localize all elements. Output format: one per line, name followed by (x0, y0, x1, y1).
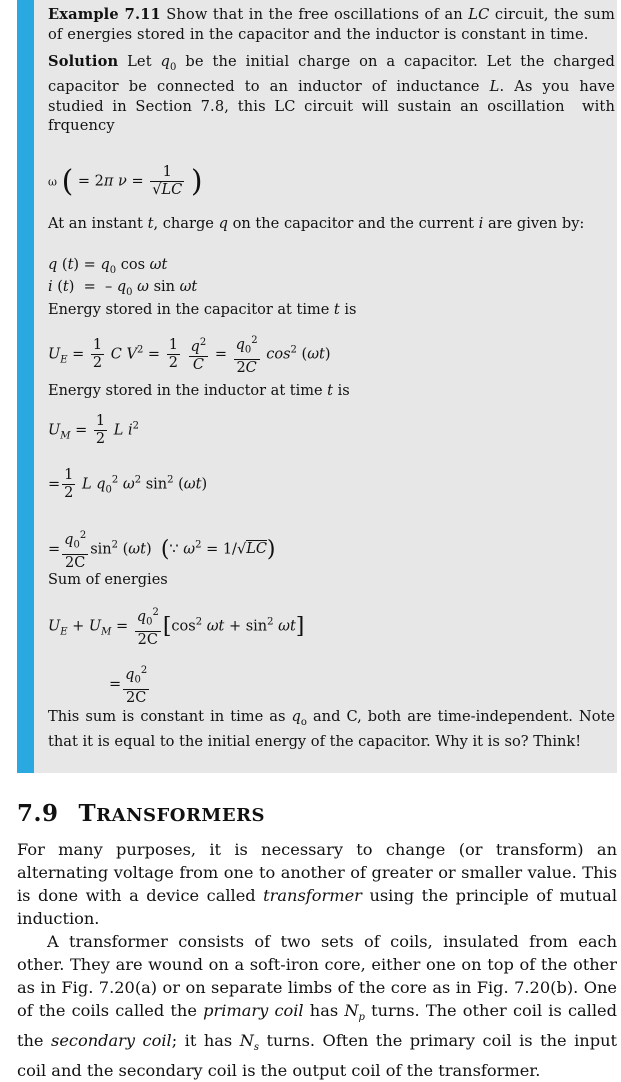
paragraph-1: For many purposes, it is necessary to change (or transform) an alternating voltage from one to another of greater or smaller value. This is done with a device called transformer using the principle of mutual induction. (17, 840, 617, 928)
instant-text: At an instant t, charge q on the capacitor and the current i are given by: (48, 215, 585, 232)
example-content (48, 5, 615, 136)
q-equation: q $(t) = q_0$ cos ωt (48, 257, 168, 276)
sum-equation-2: = $\frac{q_0^2}{2C}$ (109, 662, 151, 707)
ue-equation: $U_E$ = $\frac{1}{2}$ C $V^2$ = $\frac{1}{2}$ $\frac{q^2}{C}$ = $\frac{q_0^2}{2C}$ $\cos^2 (\omega t)$ (48, 332, 331, 377)
cap-energy-text: Energy stored in the capacitor at time t is (48, 302, 357, 318)
paragraph-2: A transformer consists of two sets of coils, insulated from each other. They are wound on a soft-iron core, either one on top of the other as in Fig. 7.20(a) or on separate limbs of the core as in Fig. 7.20(b). One of the coils called the primary coil has $N_p$ turns. The other coil is called the secondary coil; it has $N_s$ turns. Often the primary coil is the input coil and the secondary coil is the output coil of the transformer. (17, 932, 617, 1081)
omega-equation: ω ( = 2π ν = $\frac{1}{√LC}$ ) (48, 164, 203, 199)
conclusion-text: This sum is constant in time as $q_o$ and C, both are time-independent. Note that it is equal to the initial energy of the capacitor. Why it is so? Think! (48, 708, 615, 751)
section-heading: 7.9 TRANSFORMERS (17, 800, 266, 827)
ind-energy-text: Energy stored in the inductor at time t is (48, 383, 350, 399)
um-equation-2: = $\frac{1}{2}$ L $q_0^2$ $\omega^2$ $\sin^2 (\omega t)$ (48, 467, 208, 501)
example-box (17, 0, 617, 773)
um-equation-3: = $\frac{q_0^2}{2C}$ $\sin^2 (\omega t)$ (∵ $\omega^2 = 1/√LC$) (48, 527, 276, 572)
section-body (17, 838, 617, 1082)
solution-paragraph: Solution Let $q_0$ be the initial charge on a capacitor. Let the charged capacitor be connected to an inductor of inductance L. As you have studied in Section 7.8, this LC circuit will sustain an oscillation with frquency (48, 53, 615, 135)
example-label: Example 7.11 (48, 6, 161, 23)
sum-equation-1: $U_E + U_M$ = $\frac{q_0^2}{2C}$ [$\cos^2$ $\omega t + \sin^2 \omega t$] (48, 604, 304, 649)
accent-bar (17, 0, 34, 773)
solution-label: Solution (48, 53, 119, 70)
i-equation: i (t) = – $q_0$ ω sin ωt (48, 279, 198, 298)
example-question: Example 7.11 Show that in the free oscillations of an LC circuit, the sum of energies stored in the capacitor and the inductor is constant in time. (48, 6, 615, 43)
um-equation-1: $U_M$ = $\frac{1}{2}$ L $i^2$ (48, 413, 139, 447)
section-number: 7.9 (17, 800, 59, 827)
sum-text: Sum of energies (48, 572, 168, 588)
